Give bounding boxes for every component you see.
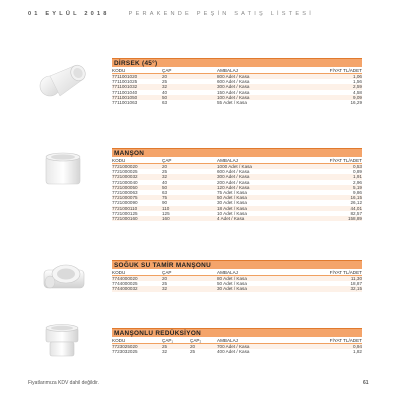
cell-ambalaj: 120 Adet / Kasa: [217, 184, 250, 190]
col-kodu: KODU: [112, 337, 126, 343]
cell-fiyat: 32,15: [350, 286, 362, 292]
repair-coupling-image: [36, 256, 90, 296]
cell-kodu: 7723025020: [112, 344, 138, 349]
cell-cap: 25: [162, 281, 168, 287]
cell-kodu: 7721000160: [112, 216, 138, 222]
cell-kodu: 7721000040: [112, 179, 138, 185]
cell-ambalaj: 30 Adet / Kasa: [217, 286, 247, 292]
cell-cap: 32: [162, 84, 168, 90]
cell-kodu: 7744000025: [112, 281, 138, 287]
cell-kodu: 7721000063: [112, 190, 138, 196]
cell-kodu: 7744000020: [112, 276, 138, 281]
cell-kodu: 7711001032: [112, 84, 138, 90]
cell-cap: 32: [162, 286, 168, 292]
header-date: 01 EYLÜL 2018: [28, 11, 110, 17]
cell-kodu: 7721000050: [112, 184, 138, 190]
cell-cap: 25: [162, 79, 168, 85]
elbow-45-image: [36, 60, 90, 100]
cell-ambalaj: 200 Adet / Kasa: [217, 179, 250, 185]
col-ambalaj: AMBALAJ: [217, 337, 238, 343]
cell-fiyat: 9,86: [353, 190, 362, 196]
cell-kodu: 7721000025: [112, 169, 138, 175]
col-fiyat: FİYAT TL/ADET: [329, 67, 362, 73]
cell-fiyat: 44,01: [350, 205, 362, 211]
cell-fiyat: 1,82: [353, 349, 362, 355]
cell-kodu: 7711001020: [112, 74, 138, 79]
cell-kodu: 7711001025: [112, 79, 138, 85]
cell-cap: 50: [162, 184, 168, 190]
cell-cap: 90: [162, 200, 168, 206]
cell-ambalaj: 600 Adet / Kasa: [217, 169, 250, 175]
cell-ambalaj: 300 Adet / Kasa: [217, 84, 250, 90]
cell-ambalaj: 1000 Adet / Kasa: [217, 164, 252, 169]
cell-kodu: 7744000032: [112, 286, 138, 292]
cell-fiyat: 11,30: [350, 276, 362, 281]
coupling-image: [36, 150, 90, 190]
header-title: PERAKENDE PEŞİN SATIŞ LİSTESİ: [128, 11, 314, 17]
cell-fiyat: 16,15: [350, 195, 362, 201]
cell-cap: 110: [162, 205, 170, 211]
cell-fiyat: 82,57: [350, 210, 362, 216]
cell-ambalaj: 30 Adet / Kasa: [217, 200, 247, 206]
column-headers: [112, 337, 362, 344]
cell-cap1: 32: [162, 349, 168, 355]
cell-fiyat: 0,53: [353, 164, 362, 169]
table-body: [112, 276, 362, 292]
col-ambalaj: AMBALAJ: [217, 269, 238, 275]
cell-ambalaj: 75 Adet / Kasa: [217, 190, 247, 196]
cell-fiyat: 16,29: [350, 100, 362, 106]
col-kodu: KODU: [112, 269, 126, 275]
section-title-bar: [112, 148, 362, 157]
cell-cap: 75: [162, 195, 168, 201]
col-cap: ÇAP: [162, 269, 172, 275]
cell-kodu: 7721000110: [112, 205, 138, 211]
cell-cap: 50: [162, 94, 168, 100]
reducer-image: [36, 320, 90, 360]
cell-cap: 160: [162, 216, 170, 222]
col-cap: ÇAP: [162, 67, 172, 73]
section-title-bar: [112, 328, 362, 337]
cell-fiyat: 2,59: [353, 84, 362, 90]
cell-kodu: 7721000020: [112, 164, 138, 169]
cell-ambalaj: 400 Adet / Kasa: [217, 349, 250, 355]
cell-fiyat: 1,56: [353, 79, 362, 85]
table-body: [112, 74, 362, 105]
col-kodu: KODU: [112, 157, 126, 163]
table-body: [112, 164, 362, 221]
cell-cap: 40: [162, 89, 168, 95]
cell-cap: 125: [162, 210, 170, 216]
cell-kodu: 7723032025: [112, 349, 138, 355]
column-headers: [112, 157, 362, 164]
cell-cap2: 25: [190, 349, 196, 355]
section-title: MANŞON: [114, 149, 145, 157]
cell-kodu: 7711001040: [112, 89, 138, 95]
cell-kodu: 7721000125: [112, 210, 138, 216]
col-fiyat: FİYAT TL/ADET: [329, 157, 362, 163]
table-row: [112, 216, 362, 221]
cell-fiyat: 26,12: [350, 200, 362, 206]
cell-fiyat: 1,91: [353, 174, 362, 180]
cell-cap: 32: [162, 174, 168, 180]
col-cap: ÇAP: [162, 157, 172, 163]
col-kodu: KODU: [112, 67, 126, 73]
column-headers: [112, 67, 362, 74]
cell-ambalaj: 150 Adet / Kasa: [217, 89, 250, 95]
cell-ambalaj: 18 Adet / Kasa: [217, 205, 247, 211]
cell-kodu: 7721000032: [112, 174, 138, 180]
cell-ambalaj: 50 Adet / Kasa: [217, 195, 247, 201]
cell-cap: 25: [162, 169, 168, 175]
col-ambalaj: AMBALAJ: [217, 157, 238, 163]
cell-cap: 20: [162, 74, 168, 79]
cell-cap: 20: [162, 164, 168, 169]
col-fiyat: FİYAT TL/ADET: [329, 337, 362, 343]
section-title-bar: [112, 260, 362, 269]
cell-kodu: 7721000090: [112, 200, 138, 206]
section-title: DİRSEK (45°): [114, 59, 158, 67]
cell-ambalaj: 55 Adet / Kasa: [217, 100, 247, 106]
cell-fiyat: 4,58: [353, 89, 362, 95]
col-cap2: ÇAP₂: [190, 337, 202, 343]
cell-cap: 63: [162, 100, 168, 106]
cell-cap: 63: [162, 190, 168, 196]
page-number: 61: [363, 380, 369, 386]
cell-fiyat: 9,09: [353, 94, 362, 100]
column-headers: [112, 269, 362, 276]
cell-cap: 40: [162, 179, 168, 185]
cell-cap1: 25: [162, 344, 168, 349]
section-title-bar: [112, 58, 362, 67]
cell-fiyat: 18,87: [350, 281, 362, 287]
cell-ambalaj: 50 Adet / Kasa: [217, 281, 247, 287]
cell-ambalaj: 800 Adet / Kasa: [217, 74, 250, 79]
cell-ambalaj: 100 Adet / Kasa: [217, 94, 250, 100]
cell-fiyat: 5,19: [353, 184, 362, 190]
cell-cap2: 20: [190, 344, 196, 349]
cell-kodu: 7711001063: [112, 100, 138, 106]
cell-fiyat: 1,06: [353, 74, 362, 79]
cell-ambalaj: 4 Adet / Kasa: [217, 216, 245, 222]
page-header: [0, 0, 400, 24]
cell-fiyat: 2,96: [353, 179, 362, 185]
table-row: [112, 100, 362, 105]
section-title: MANŞONLU REDÜKSİYON: [114, 329, 202, 337]
table-row: [112, 286, 362, 291]
cell-ambalaj: 10 Adet / Kasa: [217, 210, 247, 216]
col-ambalaj: AMBALAJ: [217, 67, 238, 73]
table-row: [112, 349, 362, 354]
cell-ambalaj: 600 Adet / Kasa: [217, 79, 250, 85]
cell-kodu: 7711001050: [112, 94, 138, 100]
cell-ambalaj: 700 Adet / Kasa: [217, 344, 250, 349]
cell-fiyat: 0,94: [353, 344, 362, 349]
cell-kodu: 7721000075: [112, 195, 138, 201]
vat-note: Fiyatlarımıza KDV dahil değildir.: [28, 380, 99, 386]
table-body: [112, 344, 362, 354]
cell-cap: 20: [162, 276, 168, 281]
cell-fiyat: 0,89: [353, 169, 362, 175]
section-title: SOĞUK SU TAMİR MANŞONU: [114, 261, 212, 269]
col-cap1: ÇAP₁: [162, 337, 173, 343]
cell-ambalaj: 300 Adet / Kasa: [217, 174, 250, 180]
cell-ambalaj: 80 Adet / Kasa: [217, 276, 247, 281]
cell-fiyat: 158,89: [347, 216, 362, 222]
col-fiyat: FİYAT TL/ADET: [329, 269, 362, 275]
